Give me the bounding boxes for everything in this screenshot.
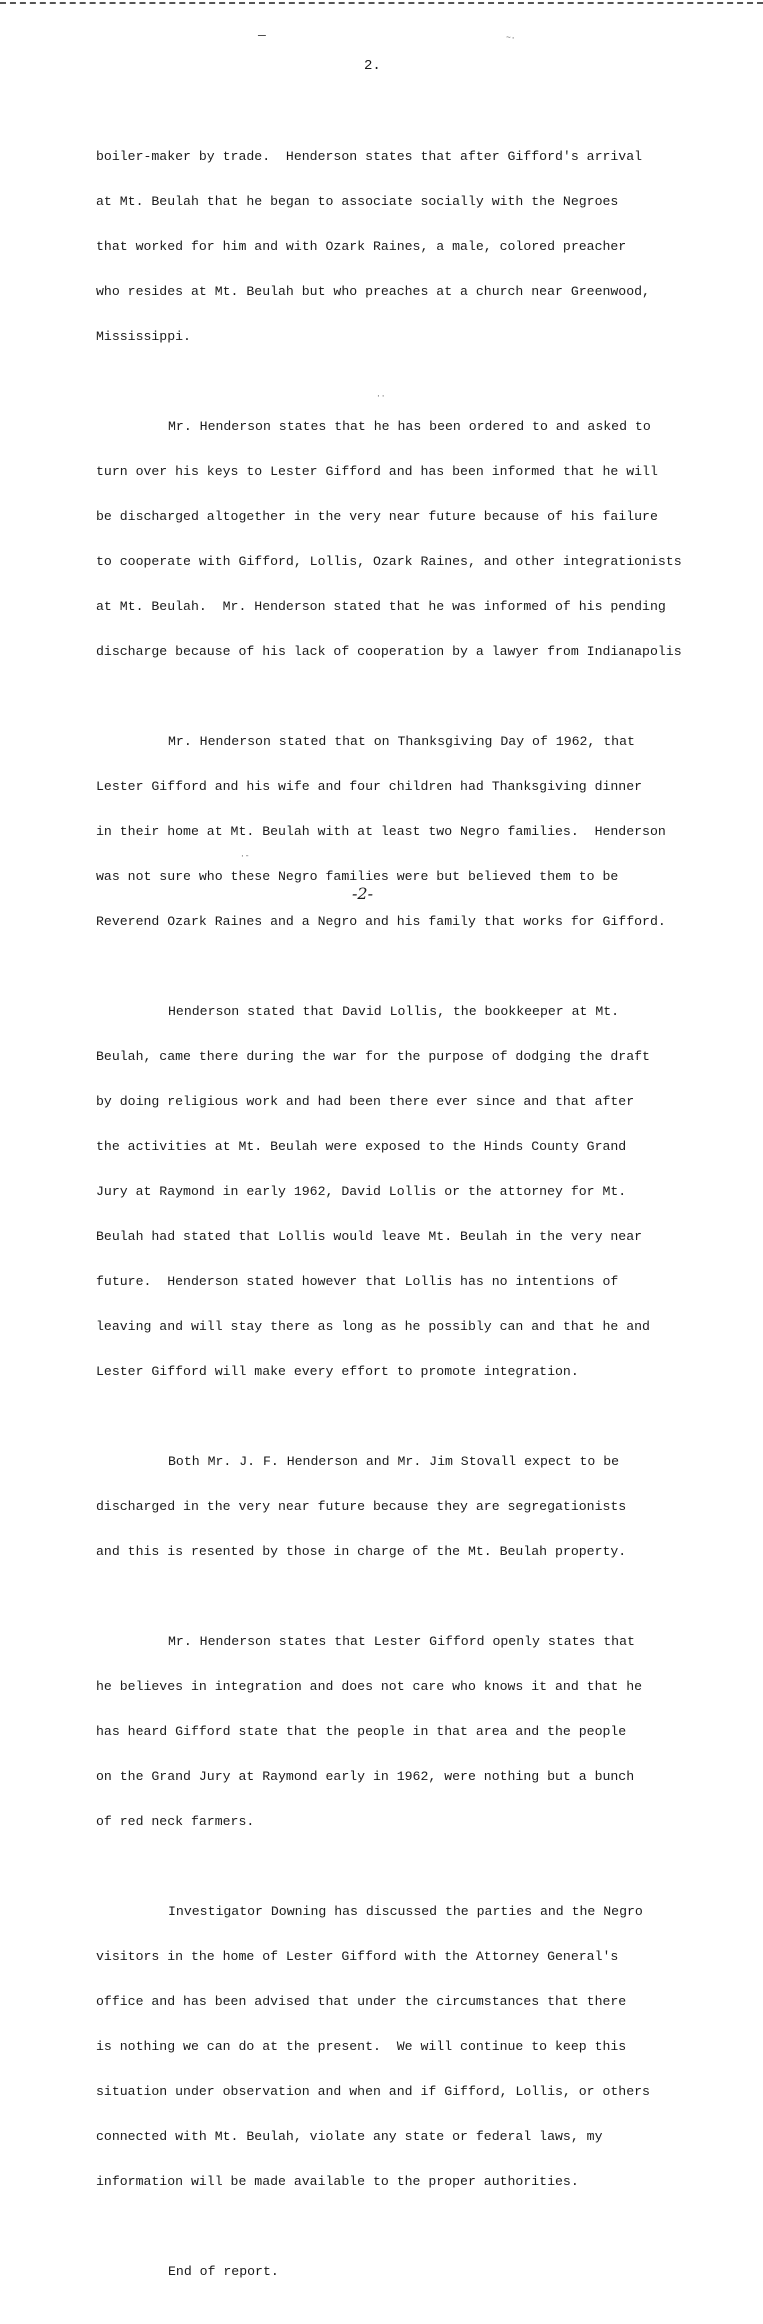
text-line: he believes in integration and does not care who knows it and that he [96,1679,643,1694]
text-line: by doing religious work and had been there ever since and that after [96,1094,635,1109]
report-body [96,119,756,2324]
text-line: discharged in the very near future because they are segregationists [96,1499,627,1514]
text-line: situation under observation and when and if Gifford, Lollis, or others [96,2084,650,2099]
text-line: connected with Mt. Beulah, violate any state or federal laws, my [96,2129,603,2144]
text-line: has heard Gifford state that the people in that area and the people [96,1724,627,1739]
text-line: at Mt. Beulah. Mr. Henderson stated that he was informed of his pending [96,599,666,614]
text-line: Investigator Downing has discussed the parties and the Negro [168,1904,643,1919]
text-line: Henderson stated that David Lollis, the bookkeeper at Mt. [168,1004,620,1019]
text-line: information will be made available to the proper authorities. [96,2174,579,2189]
text-line: of red neck farmers. [96,1814,255,1829]
paragraph-2 [96,389,756,689]
scan-speck: ·- [240,852,250,861]
text-line: be discharged altogether in the very near future because of his failure [96,509,658,524]
text-line: that worked for him and with Ozark Raines, a male, colored preacher [96,239,627,254]
text-line: boiler-maker by trade. Henderson states that after Gifford's arrival [96,149,643,164]
text-line: at Mt. Beulah that he began to associate socially with the Negroes [96,194,619,209]
paragraph-4 [96,974,756,1409]
text-line: Lester Gifford will make every effort to promote integration. [96,1364,579,1379]
text-line: who resides at Mt. Beulah but who preaches at a church near Greenwood, [96,284,650,299]
text-line: future. Henderson stated however that Lollis has no intentions of [96,1274,619,1289]
text-line: Mr. Henderson states that Lester Gifford openly states that [168,1634,635,1649]
text-line: Mississippi. [96,329,191,344]
text-line: Reverend Ozark Raines and a Negro and his family that works for Gifford. [96,914,666,929]
end-of-report [96,2234,756,2309]
paragraph-5 [96,1424,756,1589]
text-line: turn over his keys to Lester Gifford and has been informed that he will [96,464,658,479]
paragraph-3 [96,704,756,959]
paragraph-7 [96,1874,756,2219]
text-line: visitors in the home of Lester Gifford with the Attorney General's [96,1949,619,1964]
text-line: Both Mr. J. F. Henderson and Mr. Jim Stovall expect to be [168,1454,620,1469]
paragraph-6 [96,1604,756,1859]
text-line: Beulah had stated that Lollis would leave Mt. Beulah in the very near [96,1229,643,1244]
scan-mark: — [258,28,266,43]
scan-speck: ~· [506,34,516,43]
text-line: discharge because of his lack of cooperation by a lawyer from Indianapolis [96,644,682,659]
text-line: Lester Gifford and his wife and four children had Thanksgiving dinner [96,779,643,794]
end-of-report-text: End of report. [168,2264,279,2279]
text-line: Mr. Henderson stated that on Thanksgiving Day of 1962, that [168,734,635,749]
page-number: 2. [364,58,381,74]
text-line: Jury at Raymond in early 1962, David Lollis or the attorney for Mt. [96,1184,627,1199]
text-line: was not sure who these Negro families were but believed them to be [96,869,619,884]
text-line: to cooperate with Gifford, Lollis, Ozark Raines, and other integrationists [96,554,682,569]
text-line: leaving and will stay there as long as he possibly can and that he and [96,1319,650,1334]
paragraph-1 [96,119,756,374]
footer-page-number: -2- [352,884,373,903]
text-line: Beulah, came there during the war for the purpose of dodging the draft [96,1049,650,1064]
text-line: and this is resented by those in charge of the Mt. Beulah property. [96,1544,627,1559]
top-scan-border [0,0,763,4]
scan-speck: ·· [376,392,386,401]
text-line: in their home at Mt. Beulah with at least two Negro families. Henderson [96,824,666,839]
text-line: the activities at Mt. Beulah were exposed to the Hinds County Grand [96,1139,627,1154]
text-line: is nothing we can do at the present. We will continue to keep this [96,2039,627,2054]
text-line: office and has been advised that under the circumstances that there [96,1994,627,2009]
text-line: Mr. Henderson states that he has been ordered to and asked to [168,419,651,434]
text-line: on the Grand Jury at Raymond early in 1962, were nothing but a bunch [96,1769,635,1784]
